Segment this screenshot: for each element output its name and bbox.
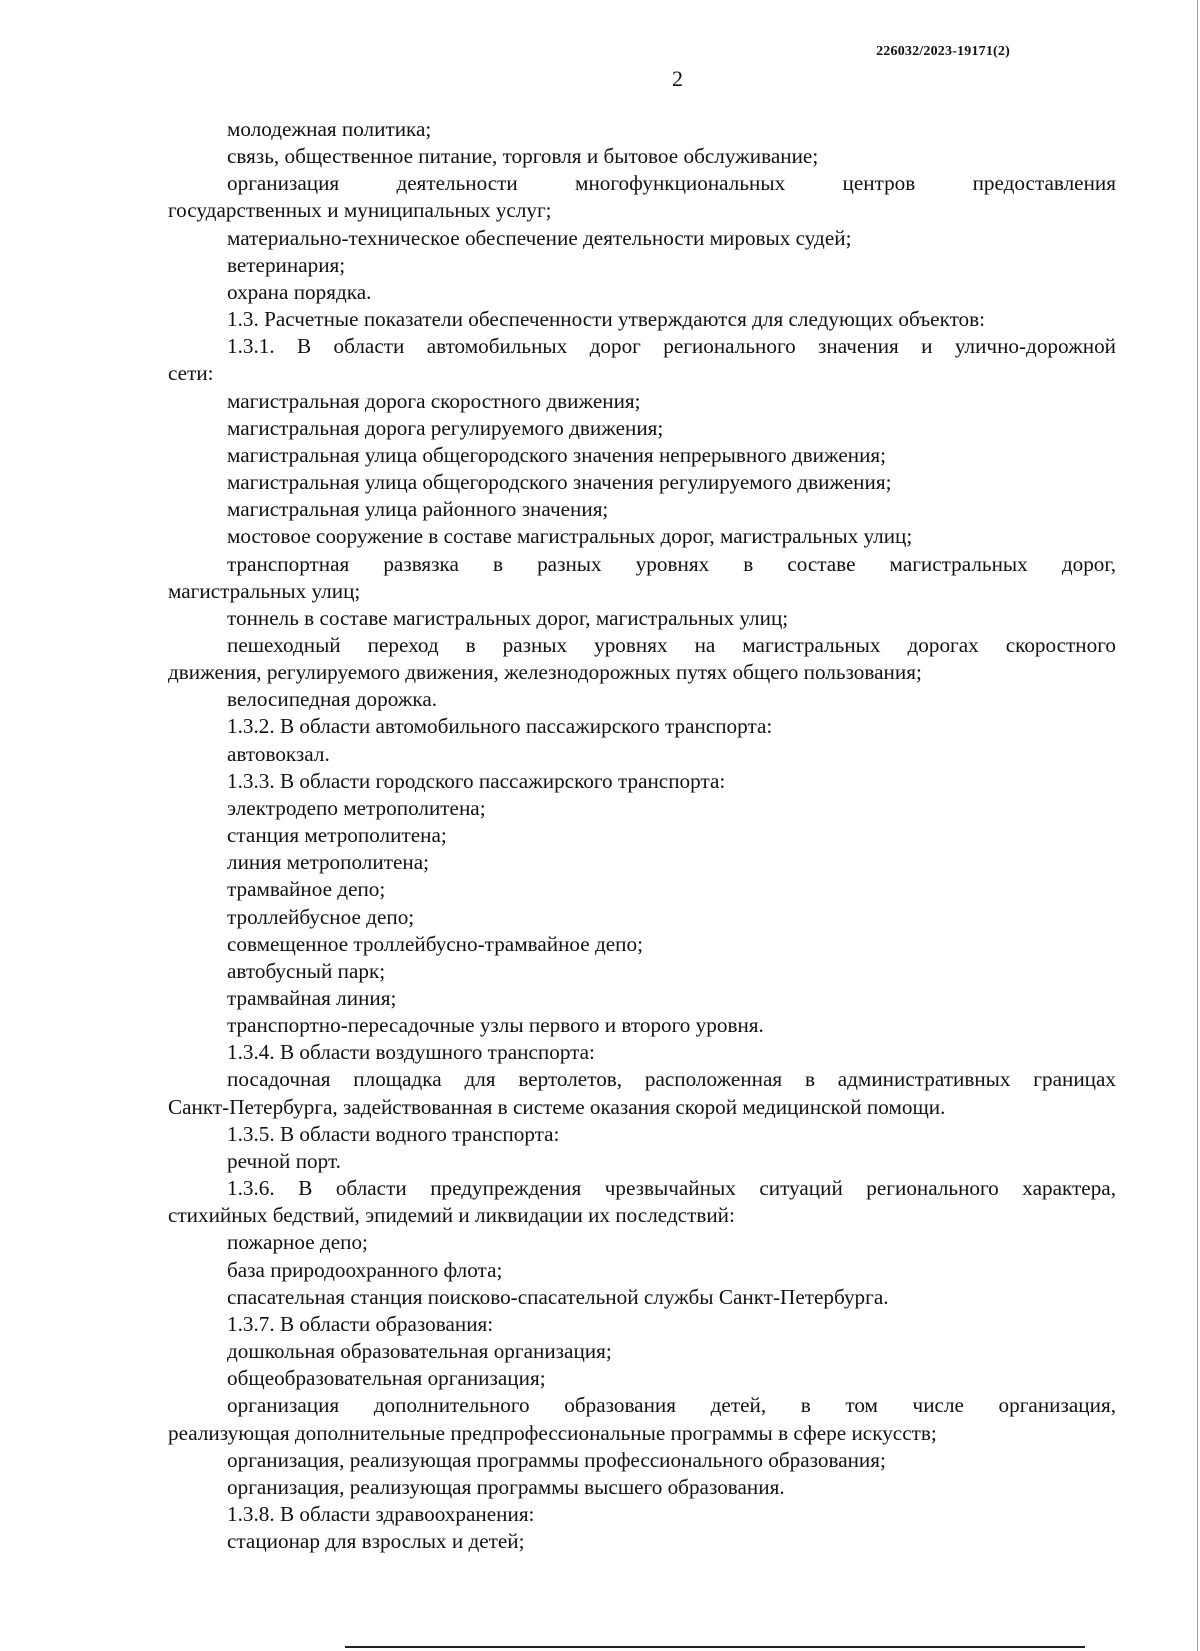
list-item: транспортно-пересадочные узлы первого и второго уровня. (227, 1013, 764, 1038)
list-item-mfc-line1: организация деятельности многофункциональных центров предоставления (227, 171, 1116, 196)
list-item-crossing-line1: пешеходный переход в разных уровнях на магистральных дорогах скоростного (227, 632, 1116, 657)
list-item: автобусный парк; (227, 958, 386, 983)
document-registration-number: 226032/2023-19171(2) (876, 44, 1010, 59)
list-item: станция метрополитена; (227, 823, 447, 848)
clause-1-3: 1.3. Расчетные показатели обеспеченности утверждаются для следующих объектов: (227, 307, 986, 332)
list-item-crossing-line2: движения, регулируемого движения, железнодорожных путях общего пользования; (168, 660, 922, 685)
list-item: магистральная улица общегородского значения непрерывного движения; (227, 442, 887, 467)
clause-1-3-7: 1.3.7. В области образования: (227, 1311, 494, 1336)
list-item-youth-policy: молодежная политика; (227, 117, 432, 141)
clause-1-3-1-line2: сети: (168, 361, 214, 386)
list-item-additional-education-line2: реализующая дополнительные предпрофессиональные программы в сфере искусств; (168, 1420, 937, 1445)
list-item: троллейбусное депо; (227, 904, 415, 929)
page-number: 2 (672, 66, 683, 91)
clause-1-3-6-line1: 1.3.6. В области предупреждения чрезвычайных ситуаций регионального характера, (227, 1176, 1116, 1201)
list-item: трамвайная линия; (227, 986, 397, 1010)
list-item-mfc-line2: государственных и муниципальных услуг; (168, 198, 552, 223)
list-item: автовокзал. (227, 741, 330, 766)
list-item: спасательная станция поисково-спасательной службы Санкт-Петербурга. (227, 1284, 889, 1309)
list-item-interchange-line1: транспортная развязка в разных уровнях в составе магистральных дорог, (227, 551, 1116, 576)
list-item: стационар для взрослых и детей; (227, 1529, 525, 1554)
scan-edge-bottom (345, 1646, 1085, 1648)
list-item: электродепо метрополитена; (227, 795, 486, 820)
list-item: общеобразовательная организация; (227, 1366, 546, 1391)
list-item: организация, реализующая программы высшего образования. (227, 1474, 785, 1499)
list-item: магистральная дорога регулируемого движения; (227, 415, 664, 440)
list-item: линия метрополитена; (227, 850, 430, 875)
list-item: велосипедная дорожка. (227, 687, 438, 712)
list-item: речной порт. (227, 1148, 341, 1173)
list-item-magistrates: материально-техническое обеспечение деятельности мировых судей; (227, 225, 852, 250)
list-item: магистральная улица районного значения; (227, 497, 609, 522)
list-item: магистральная дорога скоростного движения; (227, 388, 641, 413)
clause-1-3-8: 1.3.8. В области здравоохранения: (227, 1501, 535, 1526)
list-item-additional-education-line1: организация дополнительного образования детей, в том числе организация, (227, 1393, 1116, 1418)
list-item-helipad-line1: посадочная площадка для вертолетов, расположенная в административных границах (227, 1067, 1116, 1092)
list-item: организация, реализующая программы профессионального образования; (227, 1447, 886, 1472)
list-item: трамвайное депо; (227, 877, 386, 902)
document-body (168, 116, 1116, 1555)
list-item: совмещенное троллейбусно-трамвайное депо; (227, 931, 643, 956)
list-item: дошкольная образовательная организация; (227, 1339, 612, 1364)
list-item: мостовое сооружение в составе магистральных дорог, магистральных улиц; (227, 524, 913, 549)
clause-1-3-5: 1.3.5. В области водного транспорта: (227, 1121, 560, 1146)
list-item-interchange-line2: магистральных улиц; (168, 578, 361, 603)
clause-1-3-6-line2: стихийных бедствий, эпидемий и ликвидации их последствий: (168, 1203, 735, 1228)
list-item-communications: связь, общественное питание, торговля и бытовое обслуживание; (227, 144, 819, 169)
list-item-law-enforcement: охрана порядка. (227, 279, 372, 304)
scan-edge-right (1197, 0, 1198, 1651)
clause-1-3-1-line1: 1.3.1. В области автомобильных дорог регионального значения и улично-дорожной (227, 334, 1116, 359)
list-item: тоннель в составе магистральных дорог, магистральных улиц; (227, 605, 789, 630)
list-item: пожарное депо; (227, 1230, 368, 1255)
list-item-veterinary: ветеринария; (227, 252, 346, 277)
clause-1-3-3: 1.3.3. В области городского пассажирского транспорта: (227, 768, 726, 793)
list-item: база природоохранного флота; (227, 1257, 503, 1282)
clause-1-3-2: 1.3.2. В области автомобильного пассажирского транспорта: (227, 714, 773, 739)
clause-1-3-4: 1.3.4. В области воздушного транспорта: (227, 1040, 595, 1065)
list-item-helipad-line2: Санкт-Петербурга, задействованная в системе оказания скорой медицинской помощи. (168, 1094, 946, 1119)
list-item: магистральная улица общегородского значения регулируемого движения; (227, 470, 892, 495)
